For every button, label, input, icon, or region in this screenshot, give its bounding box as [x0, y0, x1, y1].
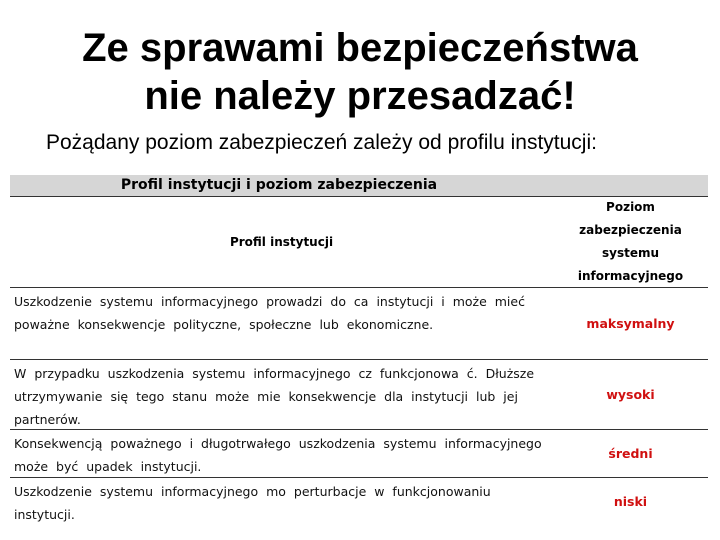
- security-level: maksymalny: [586, 316, 675, 331]
- table-header-row: [10, 197, 708, 288]
- table-row: [10, 430, 708, 478]
- security-level: niski: [613, 494, 648, 509]
- column-header-line: systemu: [601, 246, 660, 260]
- profile-description: W przypadku uszkodzenia systemu informacyjnego cz funkcjonowa ć. Dłuższe utrzymywanie się tego stanu może mie konsekwencje dla instytucji lub jej partnerów.: [14, 366, 535, 427]
- column-header-line: Poziom: [606, 200, 655, 214]
- table-row: [10, 288, 708, 360]
- slide-subtitle: Pożądany poziom zabezpieczeń zależy od profilu instytucji:: [46, 131, 597, 154]
- title-line-1: Ze sprawami bezpieczeństwa: [82, 26, 638, 70]
- slide-title: [0, 24, 720, 120]
- table-caption: Profil instytucji i poziom zabezpieczenia: [10, 175, 708, 197]
- column-header-line: informacyjnego: [577, 269, 684, 283]
- profile-description: Konsekwencją poważnego i długotrwałego uszkodzenia systemu informacyjnego może być upadek instytucji.: [14, 436, 542, 474]
- column-header-profile: Profil instytucji: [229, 235, 334, 249]
- title-line-2: nie należy przesadzać!: [144, 74, 576, 118]
- security-profile-table: [10, 175, 708, 525]
- security-level: wysoki: [606, 387, 655, 402]
- security-level: średni: [608, 446, 653, 461]
- profile-description: Uszkodzenie systemu informacyjnego mo perturbacje w funkcjonowaniu instytucji.: [14, 484, 491, 522]
- profile-description: Uszkodzenie systemu informacyjnego prowadzi do ca instytucji i może mieć poważne konsekwencje polityczne, społeczne lub ekonomiczne.: [14, 294, 525, 332]
- column-header-security-level: [553, 197, 708, 287]
- table-row: [10, 360, 708, 430]
- column-header-line: zabezpieczenia: [579, 223, 682, 237]
- table-row: [10, 478, 708, 525]
